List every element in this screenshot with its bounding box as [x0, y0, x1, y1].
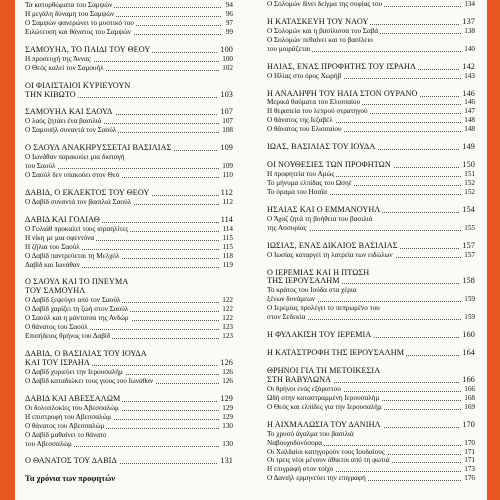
toc-entry-title: ΤΗΝ ΚΙΒΩΤΟ: [25, 89, 76, 99]
toc-page-number: 148: [464, 116, 475, 125]
toc-page-number: 115: [222, 233, 233, 242]
toc-page-number: 154: [462, 204, 475, 214]
toc-entry-title: Η ζήλια του Σαούλ: [25, 242, 80, 251]
toc-page-number: 173: [464, 465, 475, 474]
toc-entry-title: στον Σεδεκία: [267, 313, 306, 322]
toc-entry-title: Οι δολοπλοκίες του Αβεσσαλώμ: [25, 403, 119, 412]
toc-page-number: 129: [222, 412, 233, 421]
toc-entry-title: Η επιγραφή στον τοίχο: [267, 465, 334, 474]
toc-page-number: 107: [222, 117, 233, 126]
toc-page-number: 159: [464, 313, 475, 322]
toc-entry-title: Ο Άχαζ ζητά τη βοήθεια του βασιλιά: [267, 214, 373, 223]
toc-entry-title: ΙΩΣΙΑΣ, ΕΝΑΣ ΔΙΚΑΙΟΣ ΒΑΣΙΛΙΑΣ: [267, 240, 398, 250]
toc-entry-title: Ο θάνατος του Ελισσαίου: [267, 125, 342, 134]
toc-entry-title: Η θεραπεία του λεπρού στρατηγού: [267, 107, 368, 116]
toc-entry-title: ΣΤΗ ΒΑΒΥΛΩΝΑ: [267, 374, 332, 384]
toc-page-number: 100: [222, 54, 233, 63]
toc-entry-title: της Ασσυρίας: [267, 223, 307, 232]
toc-page-number: 130: [222, 439, 233, 448]
toc-entry-title: Οι Χαλδαίοι κατηγορούν τους Ιουδαίους: [267, 447, 385, 456]
toc-page-number: 94: [225, 1, 233, 9]
toc-page-number: 118: [222, 251, 233, 260]
toc-entry-title: Επισήδειος θρήνος του Δαβίδ: [25, 332, 111, 341]
toc-entry-title: Η ΑΙΧΜΑΛΩΣΙΑ ΤΟΥ ΔΑΝΙΗΛ: [267, 419, 381, 429]
toc-page-number: 171: [464, 447, 475, 456]
toc-page-number: 112: [220, 187, 233, 197]
toc-page-number: 126: [222, 367, 233, 376]
toc-entry-title: Ειλώτευση και θάνατος του Σαμψών: [25, 27, 131, 36]
toc-page-number: 176: [464, 474, 475, 483]
toc-page-number: 168: [464, 393, 475, 402]
toc-page-number: 102: [222, 63, 233, 72]
toc-page-number: 149: [462, 142, 475, 152]
toc-entry-title: Η ΚΑΤΑΣΤΡΟΦΗ ΤΗΣ ΙΕΡΟΥΣΑΛΗΜ: [267, 348, 405, 358]
toc-page-number: 131: [220, 456, 233, 466]
toc-page-number: 142: [462, 61, 475, 71]
toc-page-number: 114: [220, 214, 233, 224]
toc-page-number: 126: [222, 376, 233, 385]
toc-page-number: 109: [222, 162, 233, 171]
toc-entry-title: ΣΑΜΟΥΗΛ ΚΑΙ ΣΑΟΥΛ: [25, 107, 113, 117]
toc-page-number: 122: [222, 296, 233, 305]
toc-entry-title: Η προφητεία του Αμώς: [267, 170, 335, 179]
toc-entry-title: Ο ΣΑΟΥΛ ΚΑΙ ΤΟ ΠΝΕΥΜΑ: [25, 277, 129, 287]
toc-entry-title: Το χρυσό άγαλμα του βασιλιά: [267, 429, 354, 438]
toc-page-number: 152: [464, 179, 475, 187]
toc-entry-title: Ο Θεός και ελπίδες για την Ιερουσαλήμ: [267, 402, 382, 411]
toc-entry-title: Ο Σαούλ και η μάντισσα της Ανδώρ: [25, 314, 129, 323]
toc-entry-title: ΘΡΗΝΟΙ ΓΙΑ ΤΗ ΜΕΤΟΙΚΕΣΙΑ: [267, 365, 381, 375]
toc-page-number: 122: [222, 314, 233, 323]
toc-page-number: 166: [464, 384, 475, 393]
toc-entry-title: Ο Γολιάθ προκαλεί τους ισραηλίτες: [25, 224, 129, 233]
toc-entry-title: Το όραμα του Ησαΐα: [267, 187, 328, 196]
toc-entry-title: ΔΑΒΙΔ ΚΑΙ ΓΟΛΙΑΘ: [25, 214, 100, 224]
toc-entry-title: Ο Σολομών δίνει δείγμα της σοφίας του: [267, 0, 383, 8]
toc-page-number: 158: [462, 276, 475, 286]
toc-entry-title: ξένων δυνάμεων: [267, 295, 316, 304]
toc-entry-title: Ο λαός ζητάει ένα βασιλιά: [25, 117, 102, 126]
toc-page-number: 155: [464, 223, 475, 232]
toc-entry-title: ΟΙ ΦΙΛΙΣΤΑΙΟΙ ΚΥΡΙΕΥΟΥΝ: [25, 80, 131, 90]
toc-entry-title: Η ΚΑΤΑΣΚΕΥΗ ΤΟΥ ΝΑΟΥ: [267, 16, 369, 26]
toc-page-number: 157: [462, 240, 475, 250]
toc-entry-title: Ο Ηλίας στο όρος Χωρήβ: [267, 71, 342, 80]
toc-page-number: 123: [222, 332, 233, 341]
toc-page-number: 123: [222, 323, 233, 332]
toc-page-number: 99: [225, 27, 233, 36]
toc-page-number: 138: [464, 26, 475, 35]
toc-page-number: 112: [222, 197, 233, 206]
toc-page-number: 169: [464, 402, 475, 411]
toc-entry-title: Ο Δαβίδ καταδιώκει τους γιους του Ιωνάθαν: [25, 376, 154, 385]
toc-page-number: 140: [464, 44, 475, 53]
toc-entry-title: Η μεγάλη δύναμη του Σαμψών: [25, 9, 115, 18]
toc-entry-title: ΤΟΥ ΣΑΜΟΥΗΛ: [25, 286, 86, 296]
book-page: [15, 0, 487, 500]
toc-entry-title: ΗΣΑΙΑΣ ΚΑΙ Ο ΕΜΜΑΝΟΥΗΛ: [267, 204, 381, 214]
toc-entry-title: ΣΑΜΟΥΗΛ, ΤΟ ΠΑΙΔΙ ΤΟΥ ΘΕΟΥ: [25, 44, 151, 54]
toc-entry-title: Το κράτος του Ιούδα στα χέρια: [267, 286, 357, 295]
toc-page-number: 159: [464, 295, 475, 304]
toc-entry-title: Ωδή στην καταστραμμένη Ιερουσαλήμ: [267, 393, 380, 402]
toc-page-number: 157: [464, 250, 475, 259]
toc-page-number: 150: [462, 160, 475, 170]
toc-page-number: 122: [222, 305, 233, 314]
toc-page-number: 171: [464, 456, 475, 465]
toc-page-number: 108: [222, 126, 233, 135]
toc-page-number: 146: [462, 88, 475, 98]
toc-page-number: 129: [222, 403, 233, 412]
toc-page-number: 109: [220, 143, 233, 153]
toc-entry-title: Ο Δαβίδ χυριεύει την Ιερουσαλήμ: [25, 367, 123, 376]
toc-page-number: 107: [220, 107, 233, 117]
toc-entry-title: Ο ΘΑΝΑΤΟΣ ΤΟΥ ΔΑΒΙΔ: [25, 456, 117, 466]
toc-page-number: 134: [464, 0, 475, 8]
toc-entry-title: Το μήνυμα ελπίδας του Ωσηέ: [267, 179, 352, 187]
toc-entry-title: ΔΑΒΙΔ ΚΑΙ ΑΒΕΣΣΑΛΩΜ: [25, 393, 121, 403]
toc-entry-title: Ο Δαβίδ χαρίζει τη ζωή στον Σαούλ: [25, 305, 129, 314]
toc-entry-title: Ο Σολομών και η βασίλισσα του Σαβά: [267, 26, 379, 35]
toc-entry-title: Ο Θεός καλεί τον Σαμουήλ: [25, 63, 104, 72]
toc-entry-title: Η προσευχή της Άννας: [25, 54, 91, 63]
toc-entry: [267, 473, 475, 483]
toc-page-number: 170: [462, 419, 475, 429]
toc-entry-title: Ο Σολομών πεθαίνει και το βασίλειο: [267, 35, 373, 44]
toc-entry-title: Η νίκη με μια σφεντόνα: [25, 233, 95, 242]
toc-entry-title: ΔΑΒΙΔ, Ο ΒΑΣΙΛΙΑΣ ΤΟΥ ΙΟΥΔΑ: [25, 349, 147, 359]
toc-entry-title: Ο Δαβίδ μαθαίνει το θάνατο: [25, 430, 107, 439]
toc-page-number: 166: [462, 374, 475, 384]
toc-entry-title: του μοιράζεται: [267, 44, 311, 53]
toc-page-number: 130: [222, 421, 233, 430]
toc-entry-title: του Σαούλ: [25, 162, 56, 171]
toc-entry-title: Τα χρόνια των προφητών: [25, 474, 116, 484]
toc-page-number: 164: [462, 348, 475, 358]
toc-page-number: 146: [464, 98, 475, 107]
toc-entry-title: ΟΙ ΝΟΥΘΕΣΙΕΣ ΤΩΝ ΠΡΟΦΗΤΩΝ: [267, 160, 391, 170]
toc-entry-title: Ο Σαμουήλ συναντά τον Σαούλ: [25, 126, 117, 135]
toc-page-number: 151: [464, 170, 475, 179]
toc-entry-title: Ο ΣΑΟΥΛ ΑΝΑΚΗΡΥΣΣΕΤΑΙ ΒΑΣΙΛΙΑΣ: [25, 143, 172, 153]
toc-entry-title: Ο Σαούλ δεν υπακούει στον Θεό: [25, 171, 120, 180]
toc-entry-title: Δαβίδ και Ιωνάθαν: [25, 260, 80, 269]
toc-entry-title: Ο θάνατος του Αβεσσαλώμ: [25, 421, 105, 430]
toc-entry-title: Ο Ιερεμίας προλέγει το πεπρωμένο του: [267, 304, 380, 313]
toc-page-number: 97: [225, 18, 233, 27]
toc-page-number: 137: [462, 16, 475, 26]
toc-entry-title: Ο ΙΕΡΕΜΙΑΣ ΚΑΙ Η ΠΤΩΣΗ: [267, 267, 370, 277]
toc-page-number: 147: [464, 107, 475, 116]
toc-page-number: 114: [222, 224, 233, 233]
toc-entry: [25, 474, 233, 484]
toc-entry-title: Η ΦΥΛΑΚΙΣΗ ΤΟΥ ΙΕΡΕΜΙΑ: [267, 330, 372, 340]
toc-page-number: 100: [220, 44, 233, 54]
toc-page-number: 96: [225, 9, 233, 18]
toc-entry-title: Ο Δαβίδ συναντά τον βασιλιά Σαούλ: [25, 197, 132, 206]
toc-page-number: 170: [464, 438, 475, 447]
toc-page-number: 119: [222, 260, 233, 269]
toc-entry-title: Ο Ιωνάθαν παρακούει μια διαταγή: [25, 153, 125, 162]
toc-page-number: 143: [464, 71, 475, 80]
toc-entry-title: Μερικά θαύματα του Ελισσαίου: [267, 98, 361, 107]
toc-entry-title: ΔΑΒΙΔ, Ο ΕΚΛΕΚΤΟΣ ΤΟΥ ΘΕΟΥ: [25, 187, 150, 197]
toc-entry-title: Ο θάνατος της Ιεζαβέλ: [267, 116, 333, 125]
toc-entry-title: Ο Δαβίδ ξεφεύγει από τον Σαούλ: [25, 296, 121, 305]
toc-entry-title: του Αβεσσαλώμ: [25, 439, 72, 448]
toc-entry-title: Η επιστροφή του Αβεσσαλώμ: [25, 412, 112, 421]
toc-entry-title: ΗΛΙΑΣ, ΕΝΑΣ ΠΡΟΦΗΤΗΣ ΤΟΥ ΙΣΡΑΗΛ: [267, 61, 417, 71]
toc-entry-title: Ο Δαβίδ παντρεύεται τη Μελχόλ: [25, 251, 120, 260]
toc-entry-title: Οι θρήνοι ενός εξόριστου: [267, 384, 341, 393]
toc-entry-title: ΤΗΣ ΙΕΡΟΥΣΑΛΗΜ: [267, 276, 340, 286]
toc-page-number: 129: [220, 393, 233, 403]
toc-entry-title: Οι τρεις νέοι μένουν άθικτοι από τη φωτιά: [267, 456, 390, 465]
toc-entry-title: Ο θάνατος του Σαούλ: [25, 323, 88, 332]
toc-entry-title: ΚΑΙ ΤΟΥ ΙΣΡΑΗΛ: [25, 358, 90, 367]
toc-page-number: 110: [222, 171, 233, 180]
toc-page-number: 115: [222, 242, 233, 251]
toc-page-number: 126: [220, 358, 233, 367]
toc-page-number: 152: [464, 187, 475, 196]
toc-page-number: 160: [462, 330, 475, 340]
toc-entry-title: Ο Σαμψών φανερώνει το μυστικό του: [25, 18, 134, 27]
toc-entry-title: Ναβουχοδονόσορα: [267, 438, 323, 447]
toc-entry-title: Η ΑΝΑΛΗΨΗ ΤΟΥ ΗΛΙΑ ΣΤΟΝ ΟΥΡΑΝΟ: [267, 88, 418, 98]
toc-page-number: 148: [464, 125, 475, 134]
toc-entry-title: ΙΩΑΣ, ΒΑΣΙΛΙΑΣ ΤΟΥ ΙΟΥΔΑ: [267, 142, 376, 152]
toc-entry-title: Ο Δανιήλ ερμηνεύει την επιγραφή: [267, 474, 366, 483]
toc-page-number: 103: [220, 89, 233, 99]
toc-entry-title: Ο Ιωσίας καταργεί τη λατρεία των ειδώλων: [267, 250, 393, 259]
toc-entry-title: Τα κατορθώματα του Σαμψών: [25, 1, 113, 9]
